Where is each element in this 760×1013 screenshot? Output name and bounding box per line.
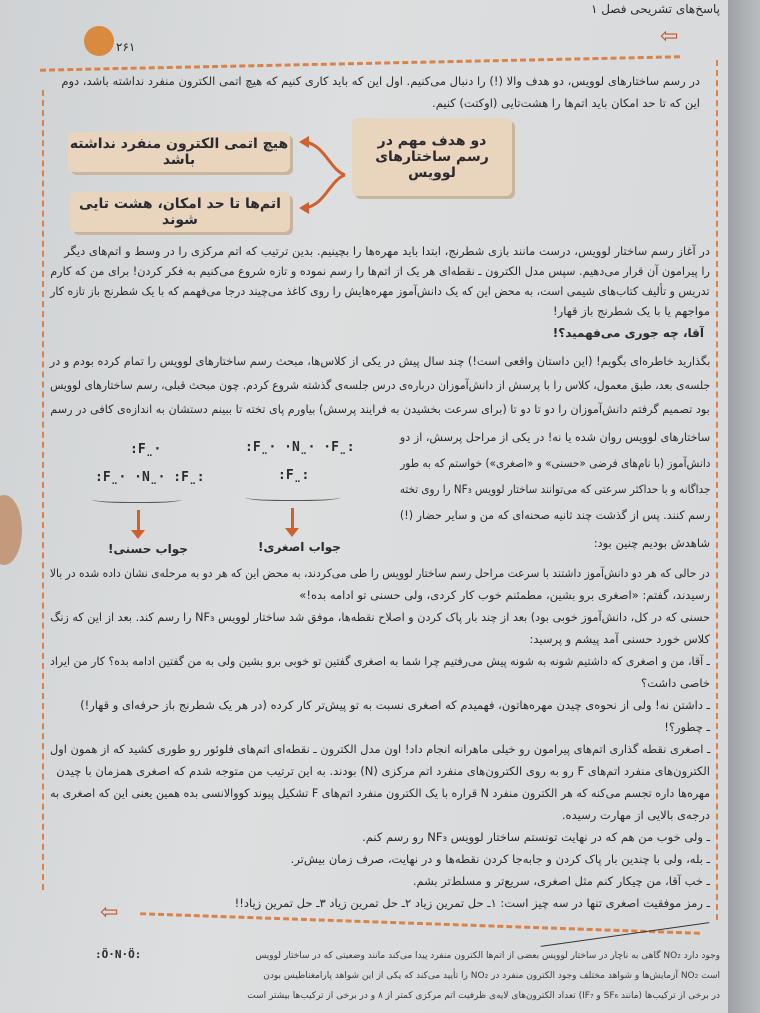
story-line: جداگانه و با حداکثر سرعتی که می‌توانند ساختار لوویس NF₃ را روی تخته	[399, 482, 710, 496]
story-line: دانش‌آموز (با نام‌های فرضی «حسنی» و «اصغری») خواستم که به طور	[399, 456, 710, 470]
globe-icon	[84, 26, 114, 56]
arrow-left-icon: ⇦	[660, 24, 679, 49]
story-line: بگذارید خاطره‌ای بگویم! (این داستان واقعی است!) چند سال پیش در یکی از کلاس‌ها، مبحث رسم ساختارهای لوویس را تمام کرده بودم و در	[49, 354, 710, 368]
dashed-border-left	[42, 90, 44, 890]
branch-arrows	[295, 130, 355, 220]
arrow-down-icon	[291, 508, 294, 530]
lewis-hasani-top: :F̤·	[130, 442, 162, 457]
footnote: است NO₂ آزمایش‌ها و شواهد مختلف وجود الکترون منفرد در NO₂ را تأیید می‌کند که یکی از این شواهد پارامغناطیس بودن	[263, 971, 720, 981]
story-line: شاهدش بودیم چنین بود:	[593, 536, 710, 550]
text-line: در آغاز رسم ساختار لوویس، درست مانند بازی شطرنج، ابتدا باید مهره‌ها را بچینیم. بدین ترتیب که اتم مرکزی را در وسط و اتم‌های دیگر	[64, 244, 710, 258]
text-line: را پیرامون آن قرار می‌دهیم. سپس مدل الکترون ـ نقطه‌ای هر یک از اتم‌ها را رسم نموده و تازه شروع می‌کنیم به فکر کردن! برای من که کارم	[50, 264, 710, 278]
dialogue-line: ـ آقا، من و اصغری که داشتیم شونه به شونه پیش می‌رفتیم چرا شما به اصغری گفتین تو خوبی برو بشین ولی به من گفتین ادامه بده؟ کار من ایراد	[50, 654, 710, 668]
page-number: ۲۶۱	[116, 40, 136, 54]
goal-1: هیچ اتمی الکترون منفرد نداشته باشد	[69, 136, 289, 168]
goals-title-box	[352, 118, 512, 196]
dialogue-line: ـ ولی خوب من هم که در نهایت تونستم ساختار لوویس NF₃ رو رسم کنم.	[362, 830, 710, 844]
text-line: مواجهم یا با یک شطرنج باز قهار!	[553, 304, 710, 318]
arrow-down-icon	[137, 510, 140, 532]
arrow-left-icon: ⇦	[100, 900, 119, 925]
dialogue-line: رسیدند، گفتم: «اصغری برو بشین، مطمئنم خوب کار کردی، ولی حسنی تو ادامه بده!»	[299, 588, 710, 602]
lewis-asghari-bottom: :F̤:	[278, 468, 310, 483]
footnote: وجود دارد NO₂ گاهی به ناچار در ساختار لوویس بعضی از اتم‌ها الکترون منفرد پیدا می‌کند مانند وضعیتی که در ساختار لوویس	[255, 951, 720, 961]
goal-box-1	[68, 132, 290, 172]
brace	[92, 494, 182, 503]
lewis-hasani-bottom: :F̤· ·N̤· :F̤:	[95, 470, 205, 485]
footnote-structure: :Ö·N·Ö:	[95, 948, 142, 961]
dialogue-line: حسنی که در کل، دانش‌آموز خوبی بود) بعد از چند بار پاک کردن و اصلاح نقطه‌ها، موفق شد ساختار لوویس NF₃ را رسم کند. بعد از این که زنگ	[50, 610, 710, 624]
intro-line: در رسم ساختارهای لوویس، دو هدف والا (!) را دنبال می‌کنیم. اول این که باید کاری کنیم که هیچ اتمی الکترون منفرد نداشته باشد، دوم	[61, 74, 700, 88]
section-heading: آقا، چه جوری می‌فهمید؟!	[552, 326, 704, 340]
footnote: در برخی از ترکیب‌ها (مانند SF₆ و IF₇) تعداد الکترون‌های لایه‌ی ظرفیت اتم مرکزی کمتر از ۸ و در برخی از ترکیب‌ها بیشتر است	[247, 991, 720, 1001]
dashed-border-right	[716, 60, 718, 920]
goal-box-2	[70, 192, 290, 232]
answer-hasani: جواب حسنی!	[108, 542, 188, 556]
story-line: بود تصمیم گرفتم دانش‌آموزان را دو تا دو تا (برای سرعت بخشیدن به فرایند پرسش) بیاورم پای تخته تا ببینم دستشان به اندازه‌ی کافی در رسم	[50, 402, 710, 416]
dialogue-line: درجه‌ی بالایی از مهارت رسیده.	[561, 808, 710, 822]
story-line: ساختارهای لوویس روان شده یا نه! در یکی از مراحل پرسش، از دو	[399, 430, 710, 444]
goal-2: اتم‌ها تا حد امکان، هشت تایی شوند	[79, 196, 281, 228]
intro-line: این که تا حد امکان باید اتم‌ها را هشت‌تایی (اوکتت) کنیم.	[432, 96, 700, 110]
dialogue-line: ـ اصغری نقطه گذاری اتم‌های پیرامون رو خیلی ماهرانه انجام داد! اون مدل الکترون ـ نقطه‌ای اتم‌های فلوئور رو طوری کشید که از همون اول	[49, 742, 710, 756]
text-line: تدریس و تألیف کتاب‌های شیمی است، به محض این که یک دانش‌آموز مهره‌هایش را روی کاغذ می‌چیند درجا می‌فهمم که با یک شطرنج باز تازه کار	[50, 284, 710, 298]
story-line: رسم کنند. پس از گذشت چند ثانیه صحنه‌ای که من و سایر حضار (!)	[399, 508, 710, 522]
chapter-header: پاسخ‌های تشریحی فصل ۱	[590, 2, 720, 16]
dialogue-line: ـ چطور؟!	[664, 720, 710, 734]
story-line: جلسه‌ی بعد، طبق معمول، کلاس را با پرسش از دانش‌آموزان درباره‌ی درس جلسه‌ی گذشته شروع کردم. چون مبحث قبلی، رسم ساختارهای لوویس	[49, 378, 710, 392]
dialogue-line: ـ داشتن نه! ولی از نحوه‌ی چیدن مهره‌هاتون، فهمیدم که اصغری نسبت به تو پیش‌تر کار کرده (در هر یک شطرنج باز حرفه‌ای و قهار!)	[80, 698, 710, 712]
page-edge	[728, 0, 760, 1013]
dialogue-line: در حالی که هر دو دانش‌آموز داشتند با سرعت مراحل رسم ساختار لوویس را طی می‌کردند، به محض این که هر دو به مرحله‌ی نشان داده شده در بالا	[50, 566, 710, 580]
goals-title: دو هدف مهم در رسم ساختارهای لوویس	[375, 133, 489, 181]
dialogue-line: ـ بله، ولی با چندین بار پاک کردن و جابه‌جا کردن نقطه‌ها و در نهایت، صرف زمان بیش‌تر.	[290, 852, 710, 866]
dialogue-line: الکترون‌های منفرد اتم‌های F رو به روی الکترون‌های منفرد اتم مرکزی (N) بودند. به این ترتیب من متوجه شدم که اصغری همزمان با چیدن	[56, 764, 710, 778]
dialogue-line: کلاس خورد حسنی آمد پیشم و پرسید:	[529, 632, 710, 646]
dialogue-line: ـ خب آقا، من چیکار کنم مثل اصغری، سریع‌تر و مسلط‌تر بشم.	[412, 874, 710, 888]
dialogue-line: خاصی داشت؟	[641, 676, 710, 690]
dialogue-line: مهره‌ها داره تجسم می‌کنه که هر الکترون منفرد N قراره با یک الکترون منفرد اتم‌های F تشکیل پیوند کووالانسی بده همین یعنی این که اصغری به	[50, 786, 710, 800]
brace	[245, 492, 340, 501]
dialogue-line: ـ رمز موفقیت اصغری تنها در سه چیز است: ۱ـ حل تمرین زیاد ۲ـ حل تمرین زیاد ۳ـ حل تمرین زیاد!!	[234, 896, 710, 910]
answer-asghari: جواب اصغری!	[258, 540, 341, 554]
lewis-asghari-top: :F̤· ·N̤· ·F̤:	[245, 440, 355, 455]
